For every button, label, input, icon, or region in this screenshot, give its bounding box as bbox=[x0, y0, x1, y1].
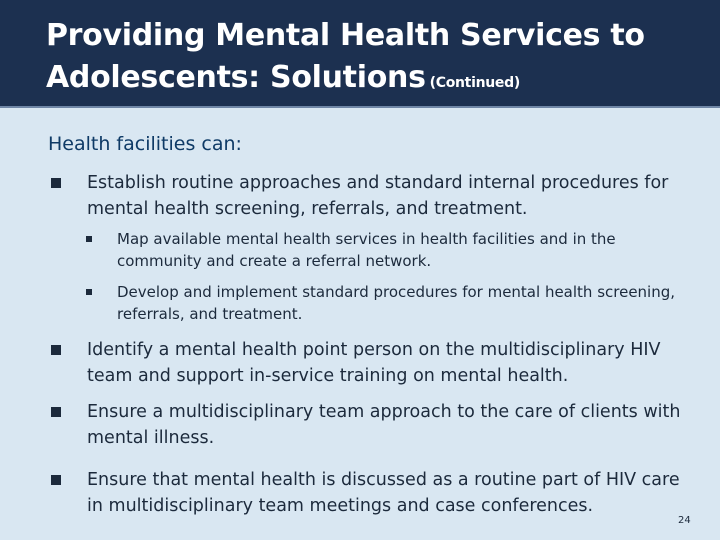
list-item-4: Ensure that mental health is discussed as a routine part of HIV care in multidisciplinary team meetings and case conferences. bbox=[87, 470, 680, 516]
sub-bullet-square bbox=[86, 289, 92, 295]
slide-title-line-2 bbox=[46, 60, 520, 95]
list-item-3: Ensure a multidisciplinary team approach to the care of clients with mental illness. bbox=[87, 402, 681, 448]
bullet-square bbox=[51, 475, 61, 485]
slide-title-suffix: (Continued) bbox=[429, 75, 520, 91]
slide-title-line-2-text: Adolescents: Solutions bbox=[46, 60, 426, 95]
slide-title-line-1: Providing Mental Health Services to bbox=[46, 18, 645, 53]
bullet-square bbox=[51, 178, 61, 188]
sub-list-item-2: Develop and implement standard procedures for mental health screening, referrals, and treatment. bbox=[117, 283, 676, 323]
sub-list-item-1: Map available mental health services in health facilities and in the community and create a referral network. bbox=[117, 230, 616, 270]
intro-heading: Health facilities can: bbox=[48, 133, 242, 155]
sub-bullet-square bbox=[86, 236, 92, 242]
list-item-1: Establish routine approaches and standard internal procedures for mental health screening, referrals, and treatment. bbox=[87, 173, 669, 219]
list-item-2: Identify a mental health point person on the multidisciplinary HIV team and support in-service training on mental health. bbox=[87, 340, 661, 386]
bullet-square bbox=[51, 407, 61, 417]
page-number: 24 bbox=[678, 515, 691, 526]
bullet-square bbox=[51, 345, 61, 355]
title-bar bbox=[0, 0, 720, 108]
